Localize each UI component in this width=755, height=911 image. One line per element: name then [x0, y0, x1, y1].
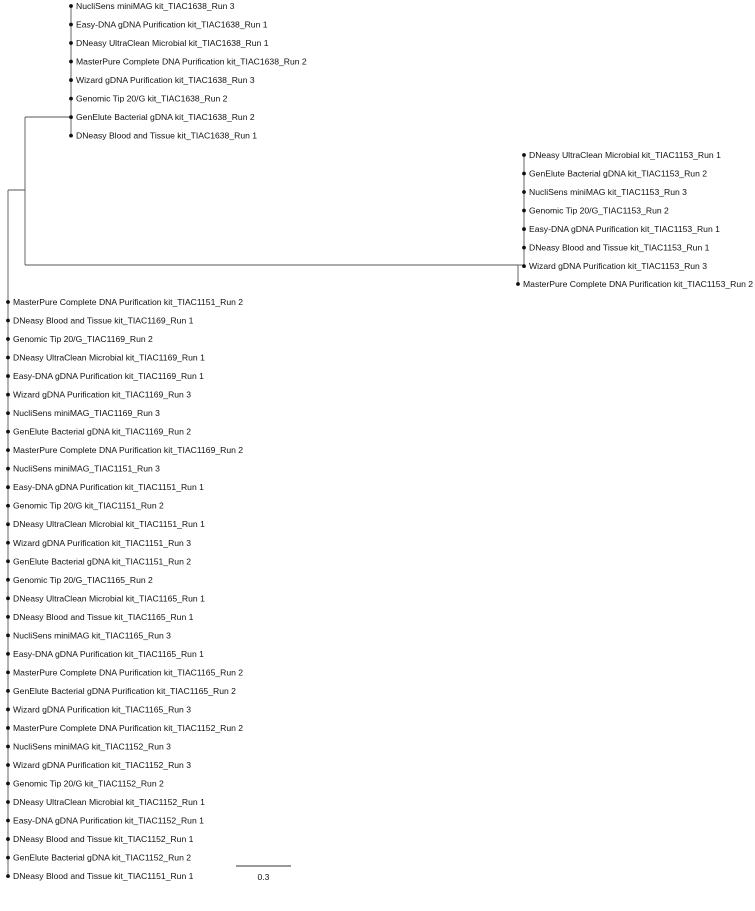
tip-node [6, 319, 10, 323]
tip-node [6, 800, 10, 804]
tip-label: DNeasy UltraClean Microbial kit_TIAC1151_Run 1 [13, 519, 205, 530]
tip-node [6, 837, 10, 841]
tip-label: GenElute Bacterial gDNA kit_TIAC1153_Run 2 [529, 168, 708, 179]
tip-label: Wizard gDNA Purification kit_TIAC1169_Run 3 [13, 389, 192, 400]
tip-label: DNeasy UltraClean Microbial kit_TIAC1169_Run 1 [13, 352, 205, 363]
tip-node [6, 763, 10, 767]
tip-label: GenElute Bacterial gDNA kit_TIAC1152_Run 2 [13, 852, 192, 863]
tip-node [516, 282, 520, 286]
tip-node [6, 745, 10, 749]
tip-node [6, 874, 10, 878]
tip-node [522, 153, 526, 157]
tip-node [6, 430, 10, 434]
scale-bar-label: 0.3 [257, 872, 270, 882]
tip-label: DNeasy UltraClean Microbial kit_TIAC1152_Run 1 [13, 797, 205, 808]
tip-label: NucliSens miniMAG_TIAC1169_Run 3 [13, 408, 160, 419]
tip-label: Genomic Tip 20/G kit_TIAC1638_Run 2 [76, 93, 228, 104]
tip-label: Easy-DNA gDNA Purification kit_TIAC1153_Run 1 [529, 224, 720, 235]
tip-node [522, 246, 526, 250]
tip-node [6, 708, 10, 712]
tip-node [69, 78, 73, 82]
tip-label: GenElute Bacterial gDNA kit_TIAC1638_Run 2 [76, 112, 255, 123]
tip-label: MasterPure Complete DNA Purification kit_TIAC1169_Run 2 [13, 445, 244, 456]
tip-node [6, 374, 10, 378]
tip-node [6, 633, 10, 637]
tip-node [6, 541, 10, 545]
tip-label: DNeasy Blood and Tissue kit_TIAC1638_Run 1 [76, 130, 258, 141]
tip-node [69, 4, 73, 8]
tip-node [69, 97, 73, 101]
tip-label: Wizard gDNA Purification kit_TIAC1638_Run 3 [76, 75, 255, 86]
tip-label: DNeasy Blood and Tissue kit_TIAC1151_Run 1 [13, 871, 194, 882]
tip-label: NucliSens miniMAG_TIAC1151_Run 3 [13, 463, 160, 474]
tip-node [69, 60, 73, 64]
tip-label: MasterPure Complete DNA Purification kit_TIAC1152_Run 2 [13, 722, 244, 733]
tip-label: NucliSens miniMAG kit_TIAC1152_Run 3 [13, 741, 171, 752]
tip-node [522, 172, 526, 176]
tip-node [69, 41, 73, 45]
tip-label: Easy-DNA gDNA Purification kit_TIAC1151_Run 1 [13, 482, 204, 493]
tip-label: NucliSens miniMAG kit_TIAC1638_Run 3 [76, 1, 235, 11]
tip-node [6, 467, 10, 471]
tip-label: Genomic Tip 20/G kit_TIAC1151_Run 2 [13, 500, 164, 511]
tip-label: DNeasy UltraClean Microbial kit_TIAC1153_Run 1 [529, 150, 721, 160]
tip-label: Wizard gDNA Purification kit_TIAC1152_Run 3 [13, 760, 192, 770]
tip-label: Genomic Tip 20/G_TIAC1165_Run 2 [13, 574, 153, 585]
tip-label: Genomic Tip 20/G_TIAC1169_Run 2 [13, 334, 153, 345]
tip-node [6, 559, 10, 563]
tip-node [69, 23, 73, 27]
tip-label: Easy-DNA gDNA Purification kit_TIAC1169_Run 1 [13, 371, 204, 382]
tip-label: DNeasy UltraClean Microbial kit_TIAC1165_Run 1 [13, 593, 205, 604]
tip-label: GenElute Bacterial gDNA kit_TIAC1151_Run 2 [13, 556, 192, 567]
tip-label: MasterPure Complete DNA Purification kit_TIAC1151_Run 2 [13, 297, 244, 307]
tip-node [6, 671, 10, 675]
tip-node [6, 522, 10, 526]
tip-node [6, 726, 10, 730]
tip-label: Wizard gDNA Purification kit_TIAC1151_Run 3 [13, 537, 192, 548]
tip-node [522, 264, 526, 268]
tip-label: Genomic Tip 20/G kit_TIAC1152_Run 2 [13, 778, 164, 789]
tip-label: Easy-DNA gDNA Purification kit_TIAC1638_Run 1 [76, 19, 268, 30]
tip-node [522, 209, 526, 213]
tip-label: Easy-DNA gDNA Purification kit_TIAC1165_Run 1 [13, 648, 204, 659]
tip-node [6, 485, 10, 489]
tip-label: Wizard gDNA Purification kit_TIAC1165_Run 3 [13, 704, 192, 715]
tip-node [6, 689, 10, 693]
tip-node [6, 356, 10, 360]
tip-label: Genomic Tip 20/G_TIAC1153_Run 2 [529, 205, 669, 216]
tip-node [6, 615, 10, 619]
scale-bar [236, 866, 291, 882]
tip-node [6, 782, 10, 786]
tip-node [6, 596, 10, 600]
tip-node [6, 411, 10, 415]
tip-node [6, 393, 10, 397]
tip-node [69, 134, 73, 138]
tip-label: DNeasy Blood and Tissue kit_TIAC1169_Run 1 [13, 315, 194, 326]
tip-label: GenElute Bacterial gDNA kit_TIAC1169_Run 2 [13, 426, 192, 437]
tip-node [6, 337, 10, 341]
tree-tips [6, 1, 753, 881]
tip-label: DNeasy Blood and Tissue kit_TIAC1152_Run 1 [13, 834, 194, 845]
tip-label: Wizard gDNA Purification kit_TIAC1153_Run 3 [529, 261, 708, 272]
tip-label: NucliSens miniMAG kit_TIAC1165_Run 3 [13, 630, 171, 641]
tip-label: MasterPure Complete DNA Purification kit_TIAC1165_Run 2 [13, 667, 244, 678]
tip-node [6, 448, 10, 452]
tip-label: NucliSens miniMAG kit_TIAC1153_Run 3 [529, 187, 687, 198]
tip-label: MasterPure Complete DNA Purification kit_TIAC1153_Run 2 [523, 279, 754, 289]
tip-label: DNeasy Blood and Tissue kit_TIAC1153_Run 1 [529, 242, 710, 253]
tip-node [6, 300, 10, 304]
tip-label: GenElute Bacterial gDNA Purification kit_TIAC1165_Run 2 [13, 685, 236, 696]
tip-node [6, 504, 10, 508]
tip-node [522, 190, 526, 194]
tip-node [522, 227, 526, 231]
tip-label: MasterPure Complete DNA Purification kit_TIAC1638_Run 2 [76, 56, 307, 67]
tip-node [6, 578, 10, 582]
tip-node [6, 819, 10, 823]
tip-node [69, 115, 73, 119]
tip-node [6, 856, 10, 860]
tip-node [6, 652, 10, 656]
tip-label: DNeasy UltraClean Microbial kit_TIAC1638_Run 1 [76, 38, 269, 49]
tip-label: Easy-DNA gDNA Purification kit_TIAC1152_Run 1 [13, 815, 204, 826]
tip-label: DNeasy Blood and Tissue kit_TIAC1165_Run 1 [13, 611, 194, 622]
